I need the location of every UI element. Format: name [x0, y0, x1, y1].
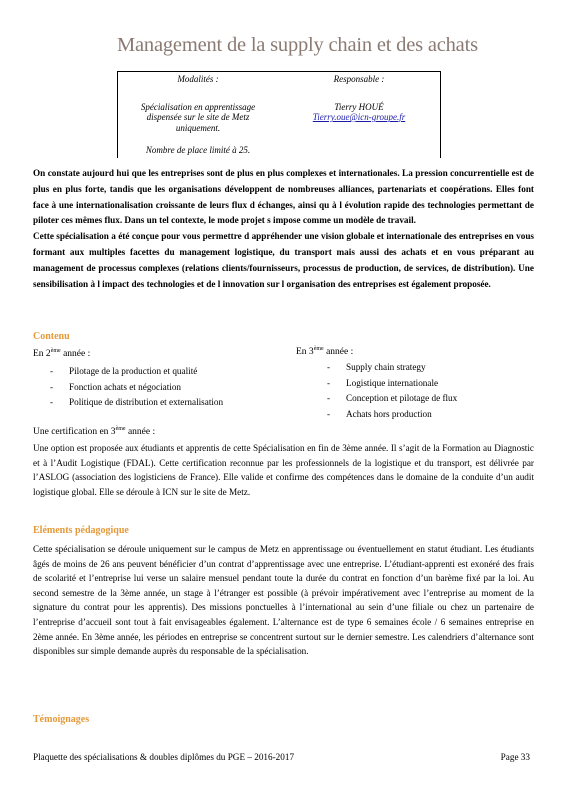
modalites-line: uniquement.: [175, 122, 221, 133]
places-text: Nombre de place limité à 25.: [145, 145, 251, 155]
year3-label: En 3ème année :: [296, 346, 354, 358]
page-number: Page 33: [500, 752, 530, 762]
list-item: - Achats hors production: [327, 407, 547, 423]
temoignages-heading: Témoignages: [33, 714, 90, 725]
responsable-heading: Responsable :: [333, 74, 385, 84]
list-item: - Supply chain strategy: [327, 360, 547, 376]
footer-text: Plaquette des spécialisations & doubles diplômes du PGE – 2016-2017: [33, 752, 295, 762]
year3-list: [327, 360, 547, 422]
modalites-line: Spécialisation en apprentissage: [140, 101, 256, 112]
certification-label: Une certification en 3ème année :: [33, 426, 156, 438]
intro-paragraph-2: Cette spécialisation a été conçue pour vous permettre d appréhender une vision globale et internationale des entreprises en vous formant aux multiples facettes du management logistique, du transport mais aussi des achats et en vous préparant au management de processus complexes (relations clients/fournisseurs, processus de production, de services, de distribution). Une sensibilisation à l impact des technologies et de l innovation sur l organisation des entreprises est également proposée.: [33, 231, 534, 289]
list-item: - Pilotage de la production et qualité: [50, 364, 280, 380]
responsable-email-link[interactable]: Tierry.oue@icn-groupe.fr: [312, 112, 406, 122]
contenu-heading: Contenu: [33, 331, 70, 342]
responsable-column: [278, 74, 440, 123]
year2-list: [50, 364, 280, 411]
list-item: - Conception et pilotage de flux: [327, 391, 547, 407]
modalites-column: [118, 74, 278, 156]
modalites-heading: Modalités :: [177, 74, 219, 84]
modalites-line: dispensée sur le site de Metz: [146, 112, 250, 122]
pedagogie-paragraph: Cette spécialisation se déroule uniquement sur le campus de Metz en apprentissage ou éventuellement en statut étudiant. Les étudiants âgés de moins de 26 ans peuvent bénéficier d’un contrat d’apprentissage avec une entreprise. L’étudiant-apprenti est exonéré des frais de scolarité et l’entreprise lui verse un salaire mensuel pendant toute la durée du contrat en fonction d’un barème fixé par la loi. Au second semestre de la 3ème année, un stage à l’étranger est possible (à prévoir impérativement avec l’entreprise au moment de la signature du contrat pour les apprentis). Des missions ponctuelles à l’international au sein d’une filiale ou chez un partenaire de l’entreprise d’accueil sont tout à fait envisageables également. L’alternance est de type 6 semaines école / 6 semaines entreprise en 2ème année. En 3ème année, les périodes en entreprise se concentrent surtout sur le dernier semestre. Les calendriers d’alternance sont disponibles sur simple demande auprès du responsable de la spécialisation.: [33, 544, 534, 657]
certification-paragraph: Une option est proposée aux étudiants et apprentis de cette Spécialisation en fin de 3ème année. Il s’agit de la Formation au Diagnostic et à l’Audit Logistique (FDAL). Cette certification reconnue par les professionnels de la logistique et du transport, est délivrée par l’ASLOG (association des logisticiens de France). Elle valide et confirme des compétences dans le domaine de la conduite d’un audit logistique global. Elle se déroule à ICN sur le site de Metz.: [33, 443, 534, 497]
page-footer: [33, 752, 533, 762]
pedagogie-heading: Eléments pédagogique: [33, 525, 129, 536]
intro-section: [33, 166, 534, 292]
intro-paragraph-1: On constate aujourd hui que les entreprises sont de plus en plus complexes et internationales. La pression concurrentielle est de plus en plus forte, tandis que les organisations développent de nombreuses alliances, partenariats et coopérations. Elles font face à une internationalisation croissante de leurs flux d échanges, ainsi qu à l évolution rapide des technologies permettant de piloter ces mêmes flux. Dans un tel contexte, le mode projet s impose comme un modèle de travail.: [33, 168, 534, 226]
page-title: Management de la supply chain et des achats: [117, 34, 478, 56]
year2-label: En 2ème année :: [33, 348, 91, 360]
responsable-name: Tierry HOUÉ: [334, 101, 384, 112]
list-item: - Logistique internationale: [327, 376, 547, 392]
list-item: - Politique de distribution et externalisation: [50, 395, 280, 411]
info-box: [117, 71, 441, 158]
list-item: - Fonction achats et négociation: [50, 380, 280, 396]
